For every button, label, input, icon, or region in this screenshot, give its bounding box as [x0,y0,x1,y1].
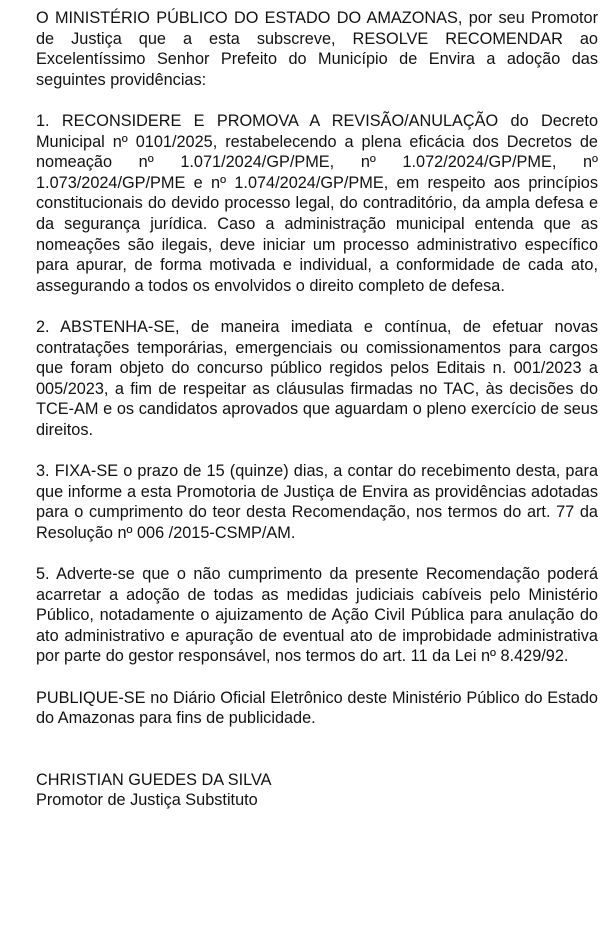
signature-block [36,770,598,811]
item-paragraph-1: 1. RECONSIDERE E PROMOVA A REVISÃO/ANULAÇÃO do Decreto Municipal nº 0101/2025, restabelecendo a plena eficácia dos Decretos de nomeação nº 1.071/2024/GP/PME, nº 1.072/2024/GP/PME, nº 1.073/2024/GP/PME e nº 1.074/2024/GP/PME, em respeito aos princípios constitucionais do devido processo legal, do contraditório, da ampla defesa e da segurança jurídica. Caso a administração municipal entenda que as nomeações são ilegais, deve iniciar um processo administrativo específico para apurar, de forma motivada e individual, a conformidade de cada ato, assegurando a todos os envolvidos o direito completo de defesa. [36,111,598,295]
item-paragraph-5: 5. Adverte-se que o não cumprimento da presente Recomendação poderá acarretar a adoção de todas as medidas judiciais cabíveis pelo Ministério Público, notadamente o ajuizamento de Ação Civil Pública para anulação do ato administrativo e apuração de eventual ato de improbidade administrativa por parte do gestor responsável, nos termos do art. 11 da Lei nº 8.429/92. [36,565,598,666]
document-body [36,8,598,811]
intro-paragraph: O MINISTÉRIO PÚBLICO DO ESTADO DO AMAZONAS, por seu Promotor de Justiça que a esta subscreve, RESOLVE RECOMENDAR ao Excelentíssimo Senhor Prefeito do Município de Envira a adoção das seguintes providências: [36,9,598,89]
publication-paragraph: PUBLIQUE-SE no Diário Oficial Eletrônico deste Ministério Público do Estado do Amazonas para fins de publicidade. [36,688,598,728]
signatory-title: Promotor de Justiça Substituto [36,791,258,810]
item-paragraph-2: 2. ABSTENHA-SE, de maneira imediata e contínua, de efetuar novas contratações temporárias, emergenciais ou comissionamentos para cargos que foram objeto do concurso público regidos pelos Editais n. 001/2023 a 005/2023, a fim de respeitar as cláusulas firmadas no TAC, às decisões do TCE-AM e os candidatos aprovados que aguardam o pleno exercício de seus direitos. [36,317,598,439]
item-paragraph-3: 3. FIXA-SE o prazo de 15 (quinze) dias, a contar do recebimento desta, para que informe a esta Promotoria de Justiça de Envira as providências adotadas para o cumprimento do teor desta Recomendação, nos termos do art. 77 da Resolução nº 006 /2015-CSMP/AM. [36,462,598,542]
signatory-name: CHRISTIAN GUEDES DA SILVA [36,770,272,789]
